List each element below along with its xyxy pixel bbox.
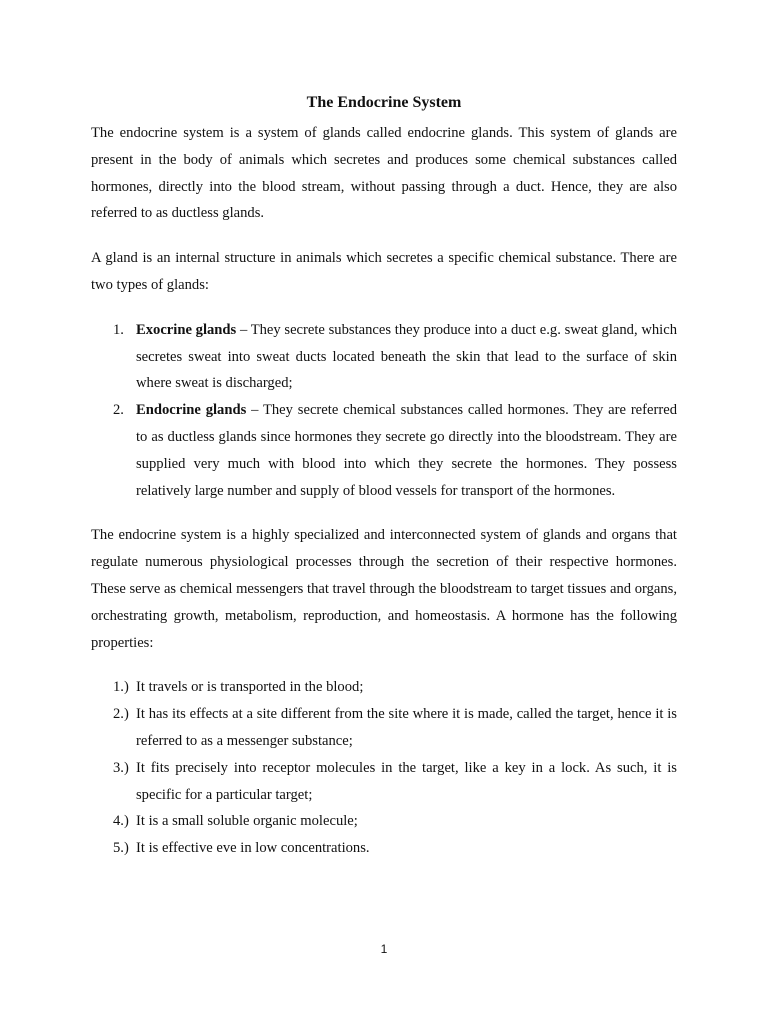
property-text: It travels or is transported in the blood; bbox=[136, 679, 364, 696]
gland-term: Exocrine glands bbox=[136, 321, 237, 338]
page-number: 1 bbox=[380, 942, 388, 956]
gland-term: Endocrine glands bbox=[136, 402, 247, 419]
list-number: 4.) bbox=[113, 813, 129, 830]
list-item bbox=[91, 835, 677, 862]
gland-definition-paragraph: A gland is an internal structure in animals which secretes a specific chemical substance. There are two types of glands: bbox=[91, 250, 677, 293]
gland-description: – They secrete substances they produce into a duct e.g. sweat gland, which secretes sweat into sweat ducts located beneath the skin that lead to the surface of skin where sweat is discharged; bbox=[136, 321, 677, 392]
endocrine-overview-paragraph: The endocrine system is a highly specialized and interconnected system of glands and organs that regulate numerous physiological processes through the secretion of their respective hormones. These serve as chemical messengers that travel through the bloodstream to target tissues and organs, orchestrating growth, metabolism, reproduction, and homeostasis. A hormone has the following properties: bbox=[91, 527, 677, 651]
list-item bbox=[91, 674, 677, 701]
list-number: 2.) bbox=[113, 706, 129, 723]
list-number: 1.) bbox=[113, 679, 129, 696]
document-title: The Endocrine System bbox=[306, 94, 462, 111]
gland-description: – They secrete chemical substances called hormones. They are referred to as ductless glands since hormones they secrete go directly into the bloodstream. They are supplied very much with blood into which they secrete the hormones. They possess relatively large number and supply of blood vessels for transport of the hormones. bbox=[136, 402, 677, 499]
list-item bbox=[91, 317, 677, 397]
document-page bbox=[91, 93, 677, 862]
property-text: It is effective eve in low concentrations. bbox=[136, 840, 370, 857]
hormone-properties-list bbox=[91, 674, 677, 862]
list-number: 2. bbox=[113, 402, 124, 419]
list-item bbox=[91, 397, 677, 504]
list-item bbox=[91, 755, 677, 809]
property-text: It has its effects at a site different from the site where it is made, called the target, hence it is referred to as a messenger substance; bbox=[136, 706, 677, 749]
property-text: It fits precisely into receptor molecules in the target, like a key in a lock. As such, it is specific for a particular target; bbox=[136, 759, 677, 803]
list-number: 3.) bbox=[113, 759, 129, 776]
property-text: It is a small soluble organic molecule; bbox=[136, 813, 358, 830]
list-item bbox=[91, 701, 677, 755]
list-number: 5.) bbox=[113, 840, 129, 857]
list-number: 1. bbox=[113, 321, 124, 338]
intro-paragraph: The endocrine system is a system of glands called endocrine glands. This system of glands are present in the body of animals which secretes and produces some chemical substances called hormones, directly into the blood stream, without passing through a duct. Hence, they are also referred to as ductless glands. bbox=[91, 125, 677, 222]
list-item bbox=[91, 808, 677, 835]
gland-types-list bbox=[91, 317, 677, 505]
